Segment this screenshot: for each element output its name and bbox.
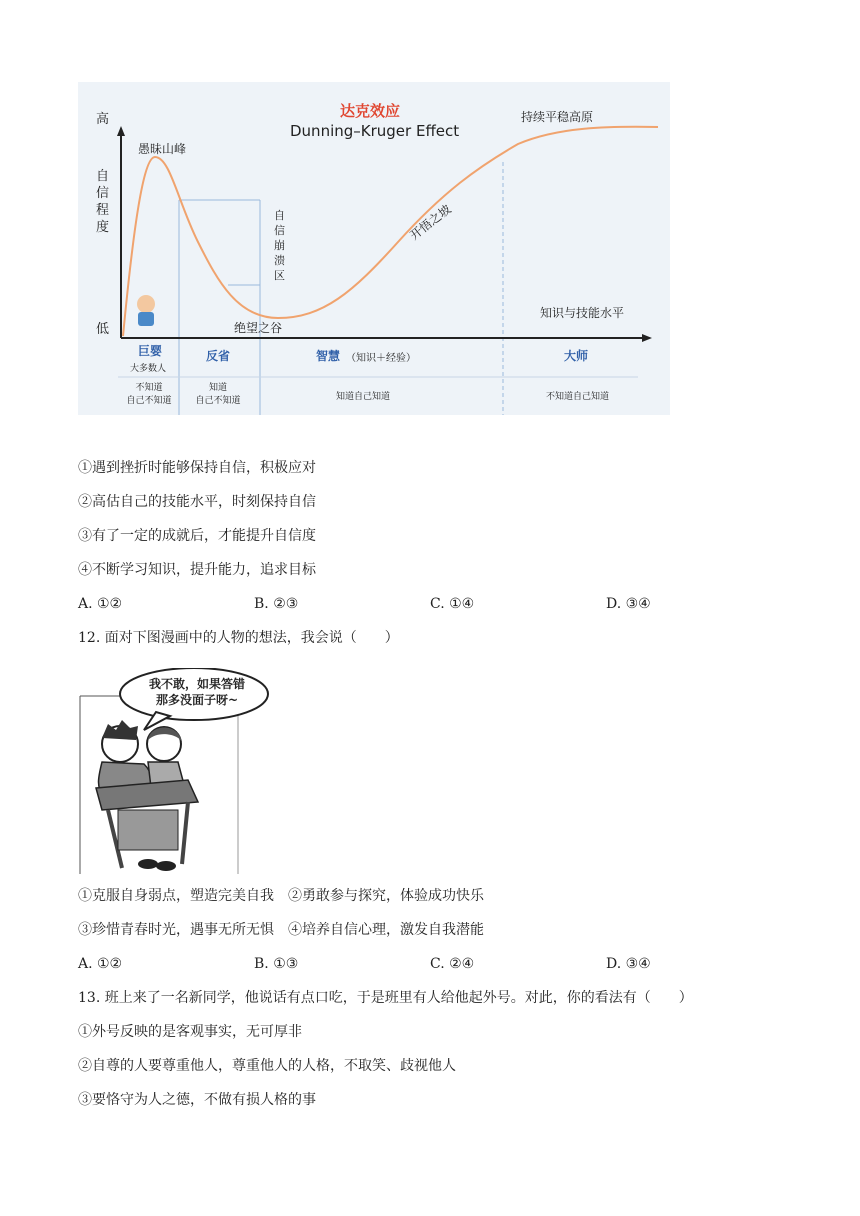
stage-desc-3: 知道自己知道	[336, 392, 391, 402]
q12-choice-d: D. ③④	[606, 956, 651, 972]
x-axis-arrow	[642, 334, 652, 342]
q11-option-2: ②高估自己的技能水平，时刻保持自信	[78, 494, 316, 510]
stage-note-3: （知识＋经验）	[346, 353, 416, 364]
q13-option-1: ①外号反映的是客观事实，无可厚非	[78, 1024, 302, 1040]
stage-name-1: 巨婴	[138, 344, 163, 358]
y-axis-arrow	[117, 126, 125, 136]
q12-choice-c: C. ②④	[430, 956, 475, 972]
figure-title-cn: 达克效应	[340, 102, 401, 120]
x-axis-label: 知识与技能水平	[540, 306, 625, 320]
q13-option-2: ②自尊的人要尊重他人，尊重他人的人格，不取笑、歧视他人	[78, 1058, 456, 1074]
stage-name-4: 大师	[564, 349, 589, 363]
speech-bubble-text: 我不敢，如果答错 那多没面子呀~	[148, 677, 245, 707]
plateau-label: 持续平稳高原	[521, 110, 594, 124]
q12-choice-b: B. ①③	[254, 956, 299, 972]
q11-choice-c: C. ①④	[430, 596, 475, 612]
q11-choice-a: A. ①②	[78, 596, 123, 612]
figure-title-en: Dunning–Kruger Effect	[290, 122, 460, 140]
peak-label: 愚昧山峰	[138, 142, 187, 156]
y-low-label: 低	[96, 322, 110, 337]
stage-desc-1: 不知道 自己不知道	[126, 383, 172, 406]
stage-desc-4: 不知道自己知道	[546, 392, 610, 402]
q13-stem: 13. 班上来了一名新同学，他说话有点口吃，于是班里有人给他起外号。对此，你的看法有（ ）	[78, 990, 693, 1006]
stage-name-3: 智慧	[316, 349, 341, 363]
stage-name-2: 反省	[206, 349, 231, 363]
person-head-icon	[137, 295, 155, 313]
slope-label: 开悟之坡	[407, 202, 454, 243]
q12-cartoon	[78, 668, 278, 874]
q11-option-4: ④不断学习知识，提升能力，追求目标	[78, 562, 316, 578]
collapse-zone-label: 自 信 崩 溃 区	[274, 209, 285, 282]
q11-choice-b: B. ②③	[254, 596, 299, 612]
dunning-kruger-figure	[78, 82, 670, 415]
valley-label: 绝望之谷	[234, 321, 283, 335]
q12-options-line-1: ①克服自身弱点，塑造完美自我 ②勇敢参与探究，体验成功快乐	[78, 888, 484, 904]
q11-option-1: ①遇到挫折时能够保持自信，积极应对	[78, 460, 316, 476]
stage-desc-2: 知道 自己不知道	[195, 383, 241, 406]
q12-options-line-2: ③珍惜青春时光，遇事无所无惧 ④培养自信心理，激发自我潜能	[78, 922, 484, 938]
y-high-label: 高	[96, 112, 110, 127]
y-axis-label: 自 信 程 度	[96, 169, 110, 235]
person-body-icon	[138, 312, 154, 326]
stage-sub-1: 大多数人	[130, 364, 167, 374]
q12-stem: 12. 面对下图漫画中的人物的想法，我会说（ ）	[78, 630, 399, 646]
q11-choice-d: D. ③④	[606, 596, 651, 612]
q13-option-3: ③要恪守为人之德，不做有损人格的事	[78, 1092, 316, 1108]
q12-choice-a: A. ①②	[78, 956, 123, 972]
q11-option-3: ③有了一定的成就后，才能提升自信度	[78, 528, 316, 544]
